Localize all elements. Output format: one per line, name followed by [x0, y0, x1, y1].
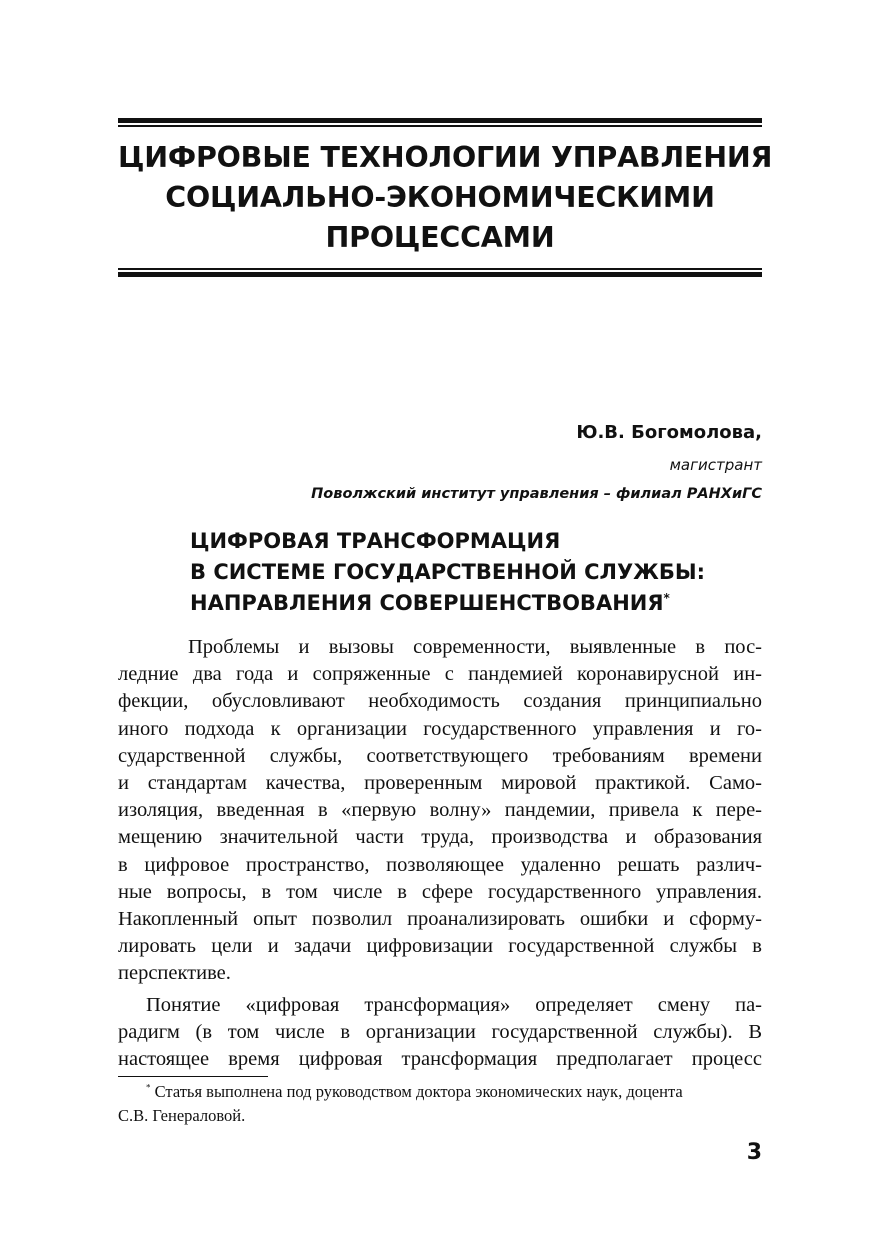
footnote-text: С.В. Генераловой. — [118, 1106, 246, 1125]
section-title — [118, 138, 773, 258]
article-title — [190, 526, 705, 619]
body-line: ные вопросы, в том числе в сфере государственного управления. — [118, 880, 762, 903]
top-rule-thin — [118, 125, 762, 127]
body-line: Накопленный опыт позволил проанализировать ошибки и сформу- — [118, 908, 762, 931]
article-title-line: В СИСТЕМЕ ГОСУДАРСТВЕННОЙ СЛУЖБЫ: — [190, 560, 706, 584]
footnote — [118, 1080, 762, 1128]
bottom-rule-thick — [118, 272, 762, 277]
body-line: настоящее время цифровая трансформация предполагает процесс — [118, 1048, 762, 1071]
section-title-line: СОЦИАЛЬНО-ЭКОНОМИЧЕСКИМИ — [165, 181, 715, 214]
body-line: Проблемы и вызовы современности, выявленные в пос- — [188, 636, 762, 658]
body-line: иного подхода к организации государственного управления и го- — [118, 717, 762, 740]
article-body — [118, 634, 762, 1073]
body-line: перспективе. — [118, 962, 231, 985]
page-number: 3 — [746, 1140, 762, 1165]
footnote-mark: * — [663, 591, 670, 605]
body-line: Понятие «цифровая трансформация» определяет смену па- — [146, 993, 762, 1016]
article-title-line: ЦИФРОВАЯ ТРАНСФОРМАЦИЯ — [190, 529, 561, 553]
body-line: ледние два года и сопряженные с пандемией коронавирусной ин- — [118, 663, 762, 686]
author-role: магистрант — [669, 456, 762, 474]
body-line: изоляция, введенная в «первую волну» пандемии, привела к пере- — [118, 799, 762, 822]
body-line: мещению значительной части труда, производства и образования — [118, 826, 762, 849]
author-affiliation: Поволжский институт управления – филиал РАНХиГС — [311, 486, 762, 502]
section-title-line: ПРОЦЕССАМИ — [325, 221, 555, 254]
footnote-separator — [118, 1076, 268, 1077]
body-line: фекции, обусловливают необходимость создания принципиально — [118, 690, 762, 713]
body-line: в цифровое пространство, позволяющее удаленно решать различ- — [118, 853, 762, 876]
top-rule-thick — [118, 118, 762, 123]
bottom-rule-thin — [118, 268, 762, 270]
footnote-text: Статья выполнена под руководством доктора экономических наук, доцента — [150, 1082, 683, 1101]
author-block — [311, 420, 762, 508]
footnote-mark: * — [146, 1082, 151, 1093]
section-title-line: ЦИФРОВЫЕ ТЕХНОЛОГИИ УПРАВЛЕНИЯ — [118, 141, 773, 174]
body-line: лировать цели и задачи цифровизации государственной службы в — [118, 935, 762, 958]
body-line: и стандартам качества, проверенным мировой практикой. Само- — [118, 772, 762, 795]
body-line: радигм (в том числе в организации государственной службы). В — [118, 1020, 762, 1043]
author-name: Ю.В. Богомолова, — [576, 422, 762, 443]
body-line: сударственной службы, соответствующего требованиям времени — [118, 744, 762, 767]
article-title-line: НАПРАВЛЕНИЯ СОВЕРШЕНСТВОВАНИЯ — [190, 591, 664, 615]
